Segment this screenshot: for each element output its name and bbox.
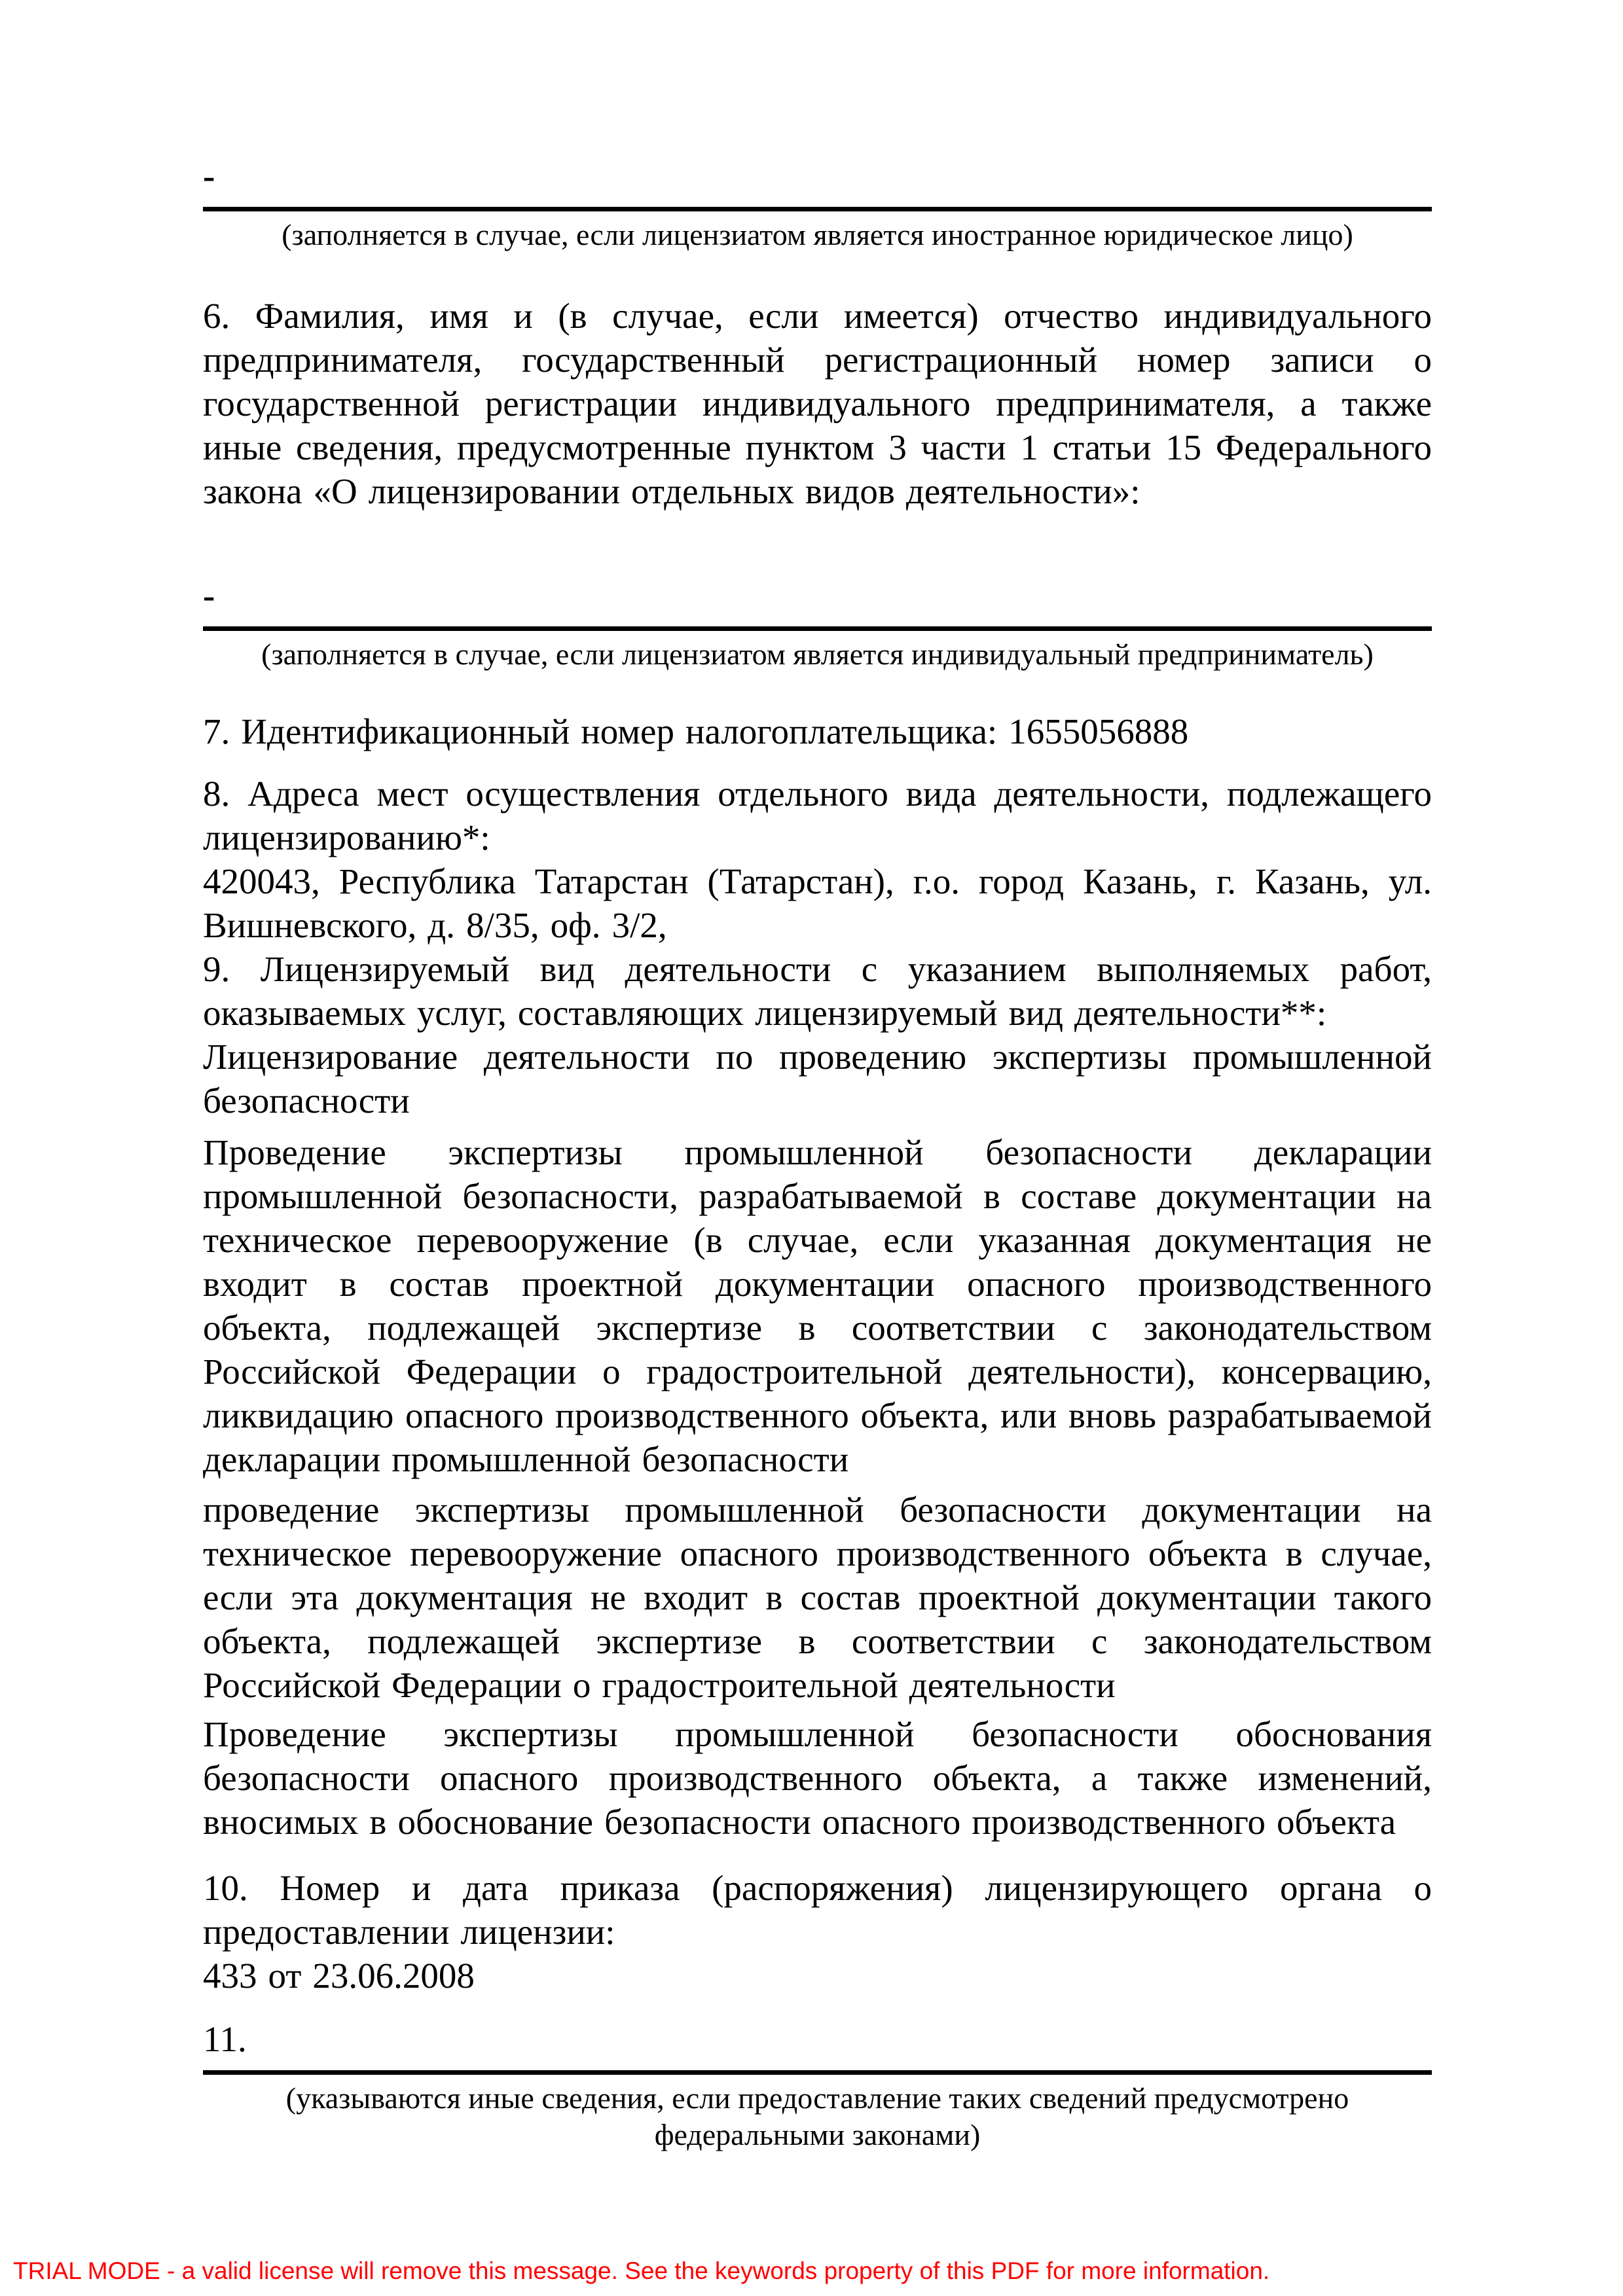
paragraph-item-9-work-2: проведение экспертизы промышленной безопасности документации на техническое перевооружение опасного производственного объекта в случае, если эта документация не входит в состав проектной документации такого объекта, подлежащей экспертизе в соответствии с законодательством Российской Федерации о градостроительной деятельности [203, 1490, 1432, 1705]
item-11-field-caption: (указываются иные сведения, если предоставление таких сведений предусмотрено федеральными законами) [285, 2081, 1349, 2151]
paragraph-item-10-value: 433 от 23.06.2008 [203, 1956, 475, 1996]
paragraph-item-6: 6. Фамилия, имя и (в случае, если имеется) отчество индивидуального предпринимателя, государственный регистрационный номер записи о государственной регистрации индивидуального предпринимателя, а также иные сведения, предусмотренные пунктом 3 части 1 статьи 15 Федерального закона «О лицензировании отдельных видов деятельности»: [203, 296, 1432, 511]
paragraph-item-8-heading: 8. Адреса мест осуществления отдельного вида деятельности, подлежащего лицензированию*: [203, 774, 1432, 857]
individual-entrepreneur-field-caption: (заполняется в случае, если лицензиатом является индивидуальный предприниматель) [261, 637, 1374, 671]
paragraph-item-9-work-1: Проведение экспертизы промышленной безопасности декларации промышленной безопасности, разрабатываемой в составе документации на техническое перевооружение (в случае, если указанная документация не входит в состав проектной документации опасного производственного объекта, подлежащей экспертизе в соответствии с законодательством Российской Федерации о градостроительной деятельности), консервацию, ликвидацию опасного производственного объекта, или вновь разрабатываемой декларации промышленной безопасности [203, 1132, 1432, 1479]
paragraph-item-8-address: 420043, Республика Татарстан (Татарстан), г.о. город Казань, г. Казань, ул. Вишневского, д. 8/35, оф. 3/2, [203, 861, 1432, 945]
document-content [203, 154, 1432, 2153]
paragraph-item-7-inn: 7. Идентификационный номер налогоплательщика: 1655056888 [203, 711, 1189, 751]
individual-entrepreneur-field-rule [203, 626, 1432, 631]
paragraph-item-10-heading: 10. Номер и дата приказа (распоряжения) лицензирующего органа о предоставлении лицензии: [203, 1868, 1432, 1952]
paragraph-item-9-heading: 9. Лицензируемый вид деятельности с указанием выполняемых работ, оказываемых услуг, составляющих лицензируемый вид деятельности**: [203, 949, 1432, 1033]
foreign-entity-field-rule [203, 207, 1432, 211]
trial-mode-watermark: TRIAL MODE - a valid license will remove this message. See the keywords property of this PDF for more information. [13, 2257, 1270, 2284]
paragraph-item-11-number: 11. [203, 2019, 247, 2059]
item-11-field-rule [203, 2070, 1432, 2075]
paragraph-item-9-work-3: Проведение экспертизы промышленной безопасности обоснования безопасности опасного производственного объекта, а также изменений, вносимых в обоснование безопасности опасного производственного объекта [203, 1714, 1432, 1842]
foreign-entity-field-caption: (заполняется в случае, если лицензиатом является иностранное юридическое лицо) [282, 218, 1353, 251]
paragraph-item-9-activity: Лицензирование деятельности по проведению экспертизы промышленной безопасности [203, 1037, 1432, 1121]
foreign-entity-field-value: - [203, 156, 215, 196]
individual-entrepreneur-field-value: - [203, 575, 215, 615]
